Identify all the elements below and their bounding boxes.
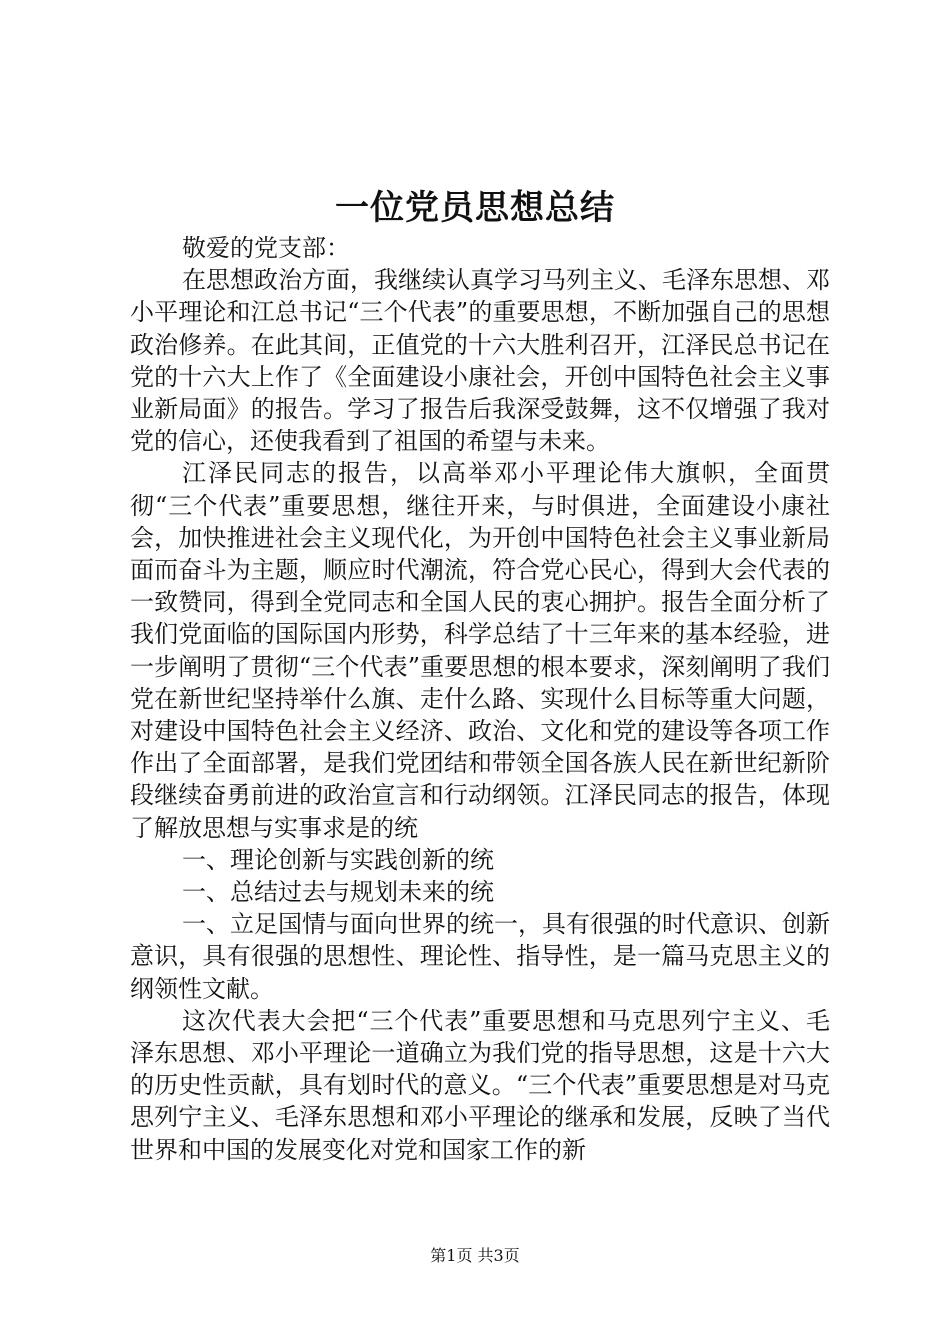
salutation: 敬爱的党支部： [182, 234, 350, 262]
paragraph-three-represents: 这次代表大会把“三个代表”重要思想和马克思列宁主义、毛泽东思想、邓小平理论一道确立为我们党的指导思想，这是十六大的历史性贡献，具有划时代的意义。“三个代表”重要思想是对马克思列宁主义、毛泽东思想和邓小平理论的继承和发展，反映了当代世界和中国的发展变化对党和国家工作的新 [130, 1006, 830, 1164]
paragraph-national-and-world: 一、立足国情与面向世界的统一，具有很强的时代意识、创新意识，具有很强的思想性、理论性、指导性，是一篇马克思主义的纲领性文献。 [130, 910, 830, 1003]
document-body [130, 232, 830, 1166]
paragraph-theory-innovation: 一、理论创新与实践创新的统 [182, 845, 494, 874]
paragraph-past-and-future: 一、总结过去与规划未来的统 [182, 878, 494, 907]
paragraph-political-study: 在思想政治方面，我继续认真学习马列主义、毛泽东思想、邓小平理论和江总书记“三个代表”的重要思想，不断加强自己的思想政治修养。在此其间，正值党的十六大胜利召开，江泽民总书记在党的十六大上作了《全面建设小康社会，开创中国特色社会主义事业新局面》的报告。学习了报告后我深受鼓舞，这不仅增强了我对党的信心，还使我看到了祖国的希望与未来。 [130, 266, 830, 456]
page-number-footer: 第1页 共3页 [430, 1246, 520, 1265]
document-title: 一位党员思想总结 [335, 188, 615, 228]
paragraph-report-summary: 江泽民同志的报告，以高举邓小平理论伟大旗帜，全面贯彻“三个代表”重要思想，继往开来，与时俱进，全面建设小康社会，加快推进社会主义现代化，为开创中国特色社会主义事业新局面而奋斗为主题，顺应时代潮流，符合党心民心，得到大会代表的一致赞同，得到全党同志和全国人民的衷心拥护。报告全面分析了我们党面临的国际国内形势，科学总结了十三年来的基本经验，进一步阐明了贯彻“三个代表”重要思想的根本要求，深刻阐明了我们党在新世纪坚持举什么旗、走什么路、实现什么目标等重大问题，对建设中国特色社会主义经济、政治、文化和党的建设等各项工作作出了全面部署，是我们党团结和带领全国各族人民在新世纪新阶段继续奋勇前进的政治宣言和行动纲领。江泽民同志的报告，体现了解放思想与实事求是的统 [130, 459, 830, 842]
